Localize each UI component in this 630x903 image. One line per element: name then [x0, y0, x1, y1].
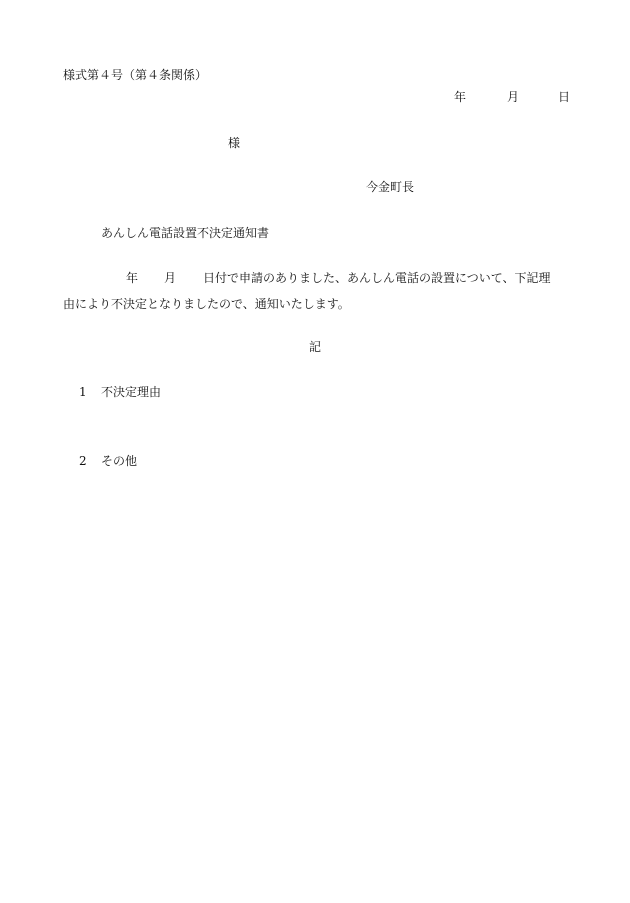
ki-heading: 記 — [309, 340, 322, 354]
body-line-2: 由により不決定となりましたので、通知いたします。 — [63, 297, 350, 311]
sender-name: 今金町長 — [366, 180, 415, 194]
list-item — [0, 455, 630, 469]
date-row — [0, 91, 630, 105]
form-number: 様式第４号（第４条関係） — [63, 68, 208, 82]
body-year-label: 年 — [126, 271, 139, 285]
date-year-label: 年 — [454, 90, 467, 104]
document-title: あんしん電話設置不決定通知書 — [101, 226, 270, 240]
list-item — [0, 386, 630, 400]
date-day-label: 日 — [558, 90, 571, 104]
item-number: 1 — [79, 385, 87, 399]
date-month-label: 月 — [507, 90, 520, 104]
addressee-suffix: 様 — [228, 136, 241, 150]
item-number: 2 — [79, 454, 87, 468]
body-line-1-text: 日付で申請のありました、あんしん電話の設置について、下記理 — [203, 271, 551, 285]
item-label: その他 — [101, 454, 138, 468]
body-month-label: 月 — [164, 271, 177, 285]
item-label: 不決定理由 — [101, 385, 162, 399]
body-line-1 — [0, 272, 630, 286]
